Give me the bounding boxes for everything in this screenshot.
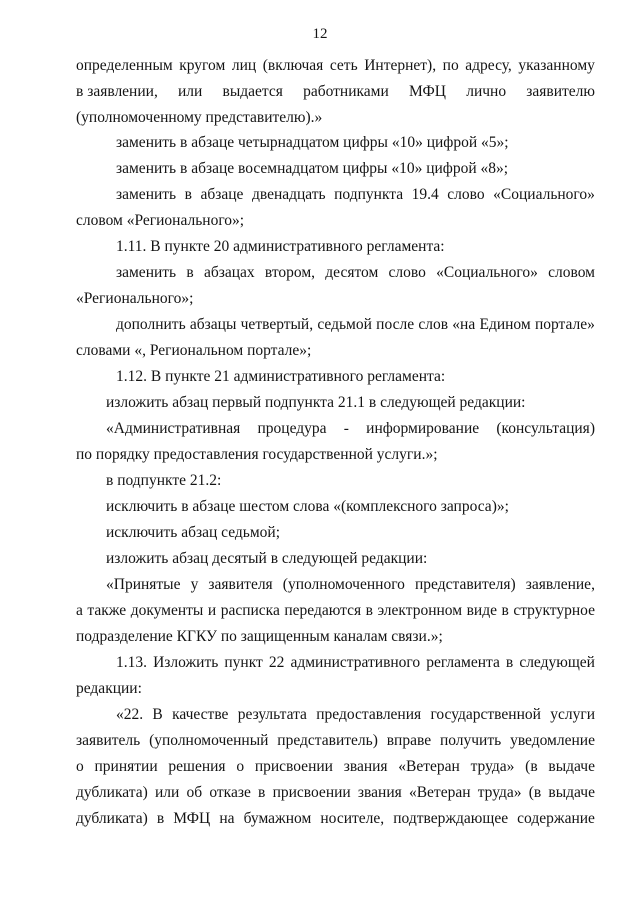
word: «Административная — [106, 420, 241, 437]
word: передаются — [284, 602, 362, 619]
word: или — [178, 83, 203, 100]
word: работниками — [303, 83, 389, 100]
word: о — [76, 758, 84, 775]
word: качестве — [172, 706, 229, 723]
text-line — [116, 316, 595, 334]
word: В — [152, 706, 163, 723]
word: слов — [418, 316, 449, 333]
word: (в — [528, 784, 542, 801]
text-line: подразделение КГКУ по защищенным каналам связи.»; — [76, 628, 443, 645]
word: электронном — [377, 602, 463, 619]
word: дубликата) — [76, 810, 148, 827]
word: в — [501, 602, 509, 619]
word: следующей — [519, 654, 595, 671]
text-line — [106, 576, 595, 594]
word: после — [376, 316, 415, 333]
word: звания — [343, 758, 388, 775]
word: подтверждающее — [393, 810, 509, 827]
word: результата — [237, 706, 307, 723]
text-line: словом «Регионального»; — [76, 212, 245, 229]
word: - — [343, 420, 349, 437]
word: заявитель — [76, 732, 141, 749]
word: в заявлении, — [76, 83, 158, 100]
word: слово — [447, 186, 485, 203]
word: (включая — [262, 57, 324, 74]
word: 22 — [268, 654, 285, 671]
word: абзаце — [200, 186, 244, 203]
word: отказе — [209, 784, 251, 801]
text-line: исключить в абзаце шестом слова «(комплексного запроса)»; — [106, 498, 509, 515]
word: в — [505, 654, 514, 671]
word: дополнить — [116, 316, 186, 333]
word: виде — [466, 602, 497, 619]
word: МФЦ — [173, 810, 211, 827]
word: дубликата) — [76, 784, 148, 801]
word: уведомление — [510, 732, 595, 749]
text-line: (уполномоченному представителю).» — [76, 109, 323, 126]
word: расписка — [220, 602, 280, 619]
word: адресу, — [465, 57, 512, 74]
text-line: исключить абзац седьмой; — [106, 524, 281, 541]
word: лично — [466, 83, 507, 100]
text-line: по порядку предоставления государственной услуги.»; — [76, 446, 438, 463]
page-number: 12 — [312, 26, 328, 42]
word: втором, — [264, 264, 316, 281]
word: «22. — [116, 706, 144, 723]
word: решения — [168, 758, 226, 775]
word: заменить — [116, 264, 177, 281]
word: звания — [357, 784, 402, 801]
text-line: 1.11. В пункте 20 административного регламента: — [116, 238, 445, 255]
word: услуги — [550, 706, 595, 723]
text-line — [116, 264, 595, 282]
text-line — [76, 602, 595, 620]
text-line: заменить в абзаце четырнадцатом цифры «10» цифрой «5»; — [116, 134, 509, 151]
word: «Принятые — [106, 576, 181, 593]
word: подпункта — [334, 186, 404, 203]
text-line — [76, 758, 595, 776]
word: «Ветеран — [398, 758, 460, 775]
text-line: «Регионального»; — [76, 290, 194, 307]
text-line — [76, 83, 595, 101]
word: присвоении — [254, 758, 333, 775]
word: МФЦ — [408, 83, 447, 100]
word: процедура — [257, 420, 327, 437]
word: портале» — [534, 316, 595, 333]
word: заявителю — [526, 83, 595, 100]
word: и — [207, 602, 217, 619]
word: бумажном — [243, 810, 312, 827]
word: структурное — [513, 602, 595, 619]
word: слово — [388, 264, 426, 281]
text-line: заменить в абзаце восемнадцатом цифры «10» цифрой «8»; — [116, 160, 509, 177]
word: Едином — [479, 316, 531, 333]
word: определенным — [76, 57, 173, 74]
word: документы — [130, 602, 204, 619]
word: (уполномоченного — [282, 576, 405, 593]
text-line — [76, 732, 595, 750]
word: государственной — [430, 706, 541, 723]
word: информирование — [366, 420, 480, 437]
word: абзацы — [189, 316, 237, 333]
word: сеть — [329, 57, 358, 74]
text-line: изложить абзац первый подпункта 21.1 в следующей редакции: — [106, 394, 526, 411]
text-line: 1.12. В пункте 21 административного регламента: — [116, 368, 446, 385]
word: в — [186, 264, 194, 281]
text-line: редакции: — [76, 680, 142, 697]
word: регламента — [426, 654, 500, 671]
word: в — [258, 784, 266, 801]
word: выдается — [222, 83, 283, 100]
word: «Социального» — [493, 186, 595, 203]
word: (консультация) — [496, 420, 595, 437]
word: или — [154, 784, 180, 801]
word: в — [156, 810, 165, 827]
word: предоставления — [316, 706, 422, 723]
word: лиц — [231, 57, 257, 74]
word: выдаче — [548, 784, 595, 801]
word: в — [365, 602, 373, 619]
word: содержание — [517, 810, 595, 827]
word: присвоении — [272, 784, 351, 801]
word: седьмой — [317, 316, 372, 333]
word: заменить — [116, 186, 177, 203]
text-line: словами «, Региональном портале»; — [76, 342, 312, 359]
word: о — [236, 758, 245, 775]
word: (в — [525, 758, 538, 775]
word: (уполномоченный — [149, 732, 269, 749]
text-line — [116, 186, 595, 204]
text-line — [116, 654, 595, 672]
word: об — [186, 784, 203, 801]
word: труда» — [470, 758, 515, 775]
text-line — [106, 420, 595, 438]
word: Изложить — [153, 654, 219, 671]
word: 1.13. — [116, 654, 147, 671]
word: указанному — [518, 57, 595, 74]
word: на — [219, 810, 235, 827]
word: «Социального» — [436, 264, 538, 281]
word: заявление, — [525, 576, 595, 593]
text-line: в подпункте 21.2: — [106, 472, 222, 489]
word: в — [184, 186, 192, 203]
word: 19.4 — [411, 186, 439, 203]
word: десятом — [325, 264, 379, 281]
text-line: изложить абзац десятый в следующей редакции: — [106, 550, 428, 567]
word: абзацах — [203, 264, 255, 281]
text-line — [76, 810, 595, 828]
word: а — [76, 602, 83, 619]
word: представителя) — [415, 576, 516, 593]
word: принятии — [94, 758, 158, 775]
word: выдаче — [548, 758, 595, 775]
word: кругом — [179, 57, 226, 74]
word: «на — [452, 316, 476, 333]
text-line — [76, 57, 595, 75]
word: пункт — [224, 654, 263, 671]
text-line — [76, 784, 595, 802]
word: получить — [439, 732, 502, 749]
word: вправе — [386, 732, 432, 749]
word: труда» — [477, 784, 522, 801]
word: представитель) — [277, 732, 378, 749]
word: у — [190, 576, 199, 593]
word: «Ветеран — [408, 784, 471, 801]
word: двенадцать — [251, 186, 326, 203]
word: заявителя — [208, 576, 273, 593]
text-line — [116, 706, 595, 724]
word: по — [442, 57, 459, 74]
word: также — [87, 602, 127, 619]
word: Интернет), — [364, 57, 437, 74]
word: носителе, — [320, 810, 385, 827]
word: четвертый, — [240, 316, 314, 333]
word: административного — [290, 654, 421, 671]
word: словом — [548, 264, 595, 281]
